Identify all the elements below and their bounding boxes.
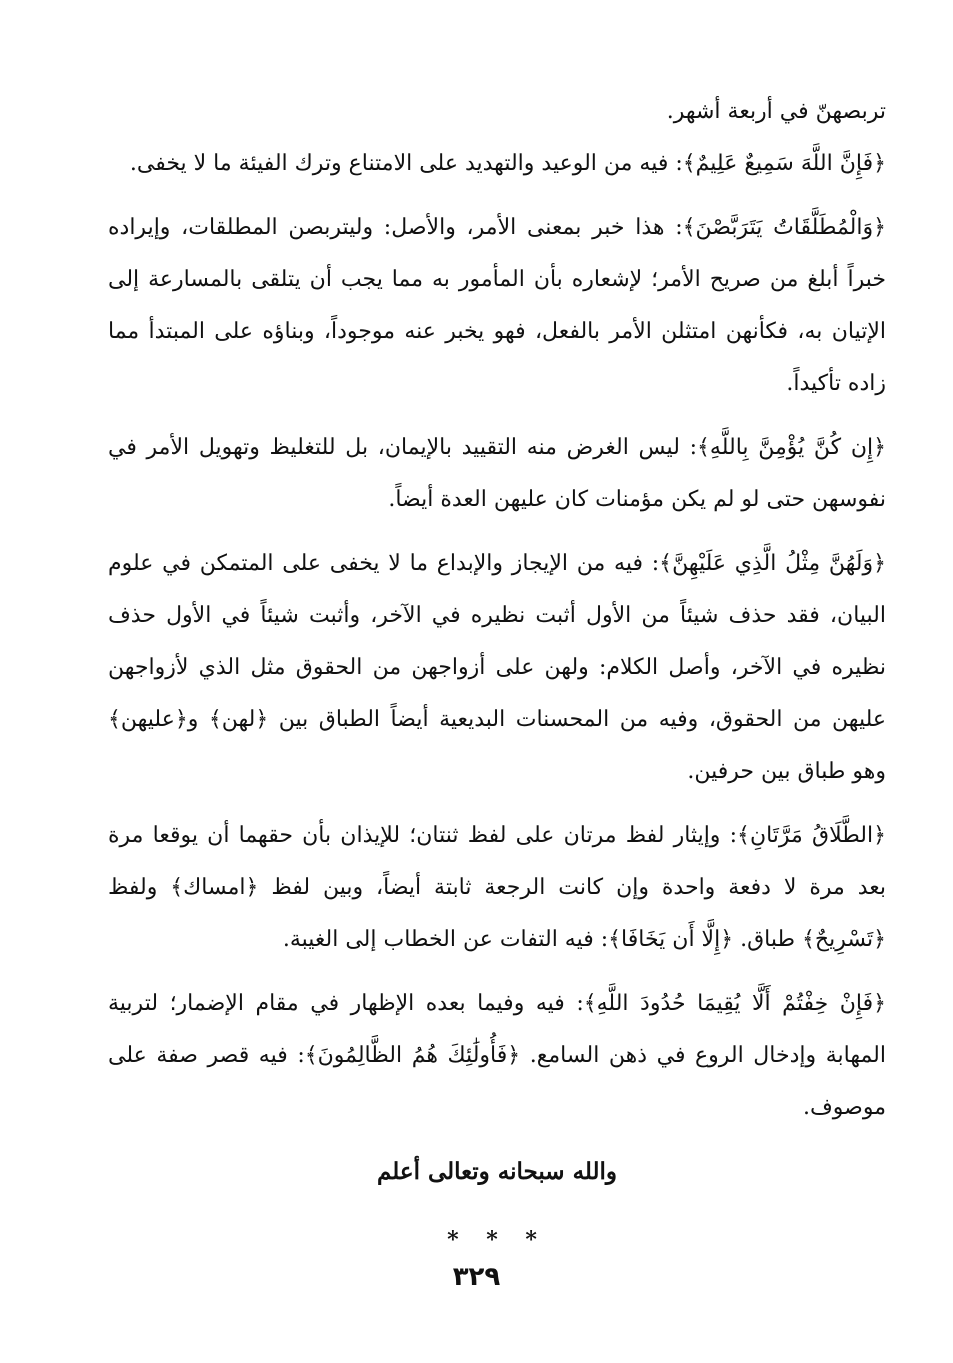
- section-separator: * * *: [447, 1227, 547, 1253]
- paragraph-attalaq: [108, 810, 886, 966]
- paragraph-text: : ليس الغرض منه التقييد بالإيمان، بل للتغليظ وتهويل الأمر في نفوسهن حتى لو لم يكن مؤمنات كان عليهن العدة أيضاً.: [108, 435, 886, 512]
- paragraph-almutallaqat: [108, 202, 886, 410]
- paragraph-text: : وإيثار لفظ مرتان على لفظ ثنتان؛ للإيذان بأن حقهما أن يوقعا مرة بعد مرة لا دفعة واحدة وإن كانت الرجعة ثابتة أيضاً، وبين لفظ ﴿امساك﴾ ولفظ ﴿تَسْرِيحٌ﴾ طباق. ﴿إِلَّا أَن يَخَافَا﴾: فيه التفات عن الخطاب إلى الغيبة.: [108, 823, 887, 952]
- quran-quote: ﴿إِن كُنَّ يُؤْمِنَّ بِاللَّهِ﴾: [697, 435, 886, 460]
- paragraph-continuation: [108, 86, 886, 138]
- page-number: ٣٢٩: [452, 1262, 501, 1292]
- page-content: [108, 86, 886, 1260]
- paragraph-walahunna: [108, 538, 886, 798]
- paragraph-text: : فيه من الإيجاز والإبداع ما لا يخفى على المتمكن في علوم البيان، فقد حذف شيئاً من الأول أثبت نظيره في الآخر، وأثبت شيئاً في الأول حذف نظيره في الآخر، وأصل الكلام: ولهن على أزواجهن من الحقوق مثل الذي لأزواجهن عليهن من الحقوق، وفيه من المحسنات البديعية أيضاً الطباق بين ﴿لهن﴾ و﴿عليهن﴾ وهو طباق بين حرفين.: [108, 551, 886, 784]
- paragraph-text: تربصهنّ في أربعة أشهر.: [666, 99, 886, 124]
- quran-quote: ﴿الطَّلَاقُ مَرَّتَانِ﴾: [737, 823, 886, 848]
- closing-phrase: والله سبحانه وتعالى أعلم: [376, 1158, 618, 1185]
- quran-quote: ﴿وَالْمُطَلَّقَاتُ يَتَرَبَّصْنَ﴾: [682, 215, 887, 240]
- paragraph-text: : هذا خبر بمعنى الأمر، والأصل: وليتربصن المطلقات، وإيراده خبراً أبلغ من صريح الأمر؛ لإشعاره بأن المأمور به مما يجب أن يتلقى بالمسارعة إلى الإتيان به، فكأنهن امتثلن الأمر بالفعل، فهو يخبر عنه موجوداً، وبناؤه على المبتدأ مما زاده تأكيداً.: [108, 215, 886, 396]
- paragraph-fainna-allah: [108, 138, 886, 190]
- paragraph-fain-khiftum: [108, 978, 886, 1134]
- quran-quote: ﴿وَلَهُنَّ مِثْلُ الَّذِي عَلَيْهِنَّ﴾: [659, 551, 886, 576]
- paragraph-text: : فيه وفيما بعده الإظهار في مقام الإضمار؛ لتربية المهابة وإدخال الروع في ذهن السامع. ﴿فَأُولَٰئِكَ هُمُ الظَّالِمُونَ﴾: فيه قصر صفة على موصوف.: [108, 991, 886, 1120]
- paragraph-in-kunna: [108, 422, 886, 526]
- paragraph-text: : فيه من الوعيد والتهديد على الامتناع وترك الفيئة ما لا يخفى.: [129, 151, 683, 176]
- quran-quote: ﴿فَإِنْ خِفْتُمْ أَلَّا يُقِيمَا حُدُودَ اللَّهِ﴾: [583, 991, 886, 1016]
- quran-quote: ﴿فَإِنَّ اللَّهَ سَمِيعٌ عَلِيمٌ﴾: [682, 151, 886, 176]
